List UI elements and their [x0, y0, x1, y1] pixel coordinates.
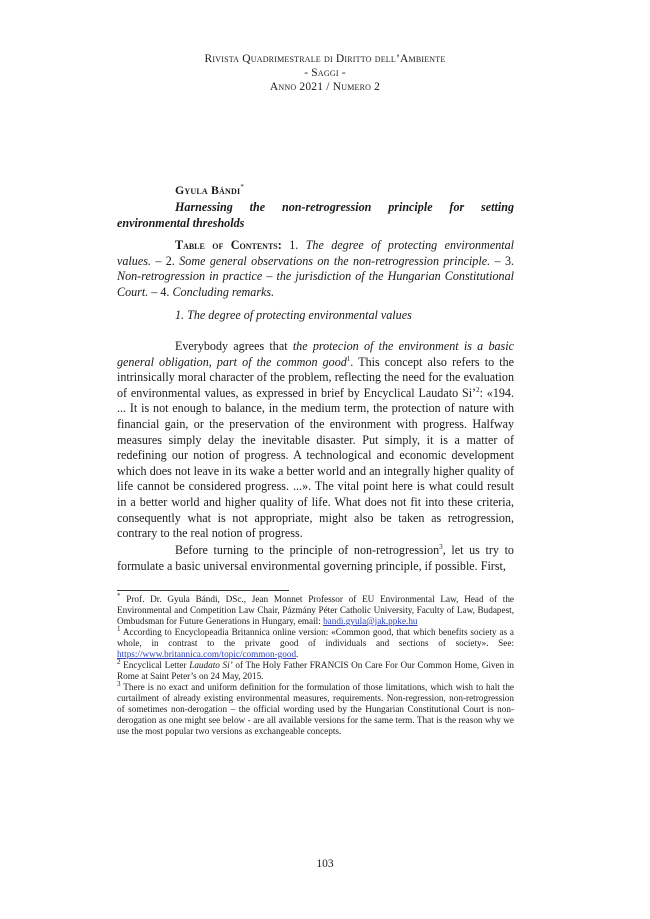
footnote-text: of The Holy Father FRANCIS On Care For Our Common Home, Given in Rome at Saint Peter’s on 24 May, 2015.	[117, 660, 515, 681]
article-title: Harnessing the non-retrogression principle for setting environmental thresholds	[117, 200, 514, 230]
footnotes	[117, 591, 515, 737]
footnote-mark: 3	[117, 679, 121, 688]
footnote-1	[117, 624, 514, 660]
footnote-ref-3[interactable]: 3	[439, 542, 443, 551]
author-name	[175, 183, 244, 198]
paragraph-text: , let us try to formulate a basic universal environmental governing principle, if possible. First,	[117, 543, 514, 573]
toc-item-text: The degree of protecting environmental values.	[117, 238, 515, 268]
footnote-mark: 1	[117, 624, 121, 633]
toc-item-num: – 4.	[151, 284, 170, 299]
footnote-3	[117, 679, 514, 737]
footnote-2	[117, 657, 515, 682]
footnote-separator	[117, 590, 289, 591]
footnote-text: Prof. Dr. Gyula Bándi, DSc., Jean Monnet Professor of EU Environmental Law, Head of the Environmental and Competition Law Chair, Pázmány Péter Catholic University, Faculty of Law, Budapest, Ombudsman for Future Generations in Hungary, email:	[117, 594, 514, 626]
author-email-link[interactable]: bandi.gyula@jak.ppke.hu	[323, 616, 418, 626]
toc-item-text: Non-retrogression in practice – the jurisdiction of the Hungarian Constitutional Court.	[117, 269, 514, 299]
toc-label: Table of Contents:	[175, 238, 282, 252]
footnote-text: There is no exact and uniform definition for the formulation of those limitations, which wish to halt the curtailment of already existing environmental measures, requirements. Non-regression, non-retrogression of sometimes non-derogation – the official wording used by the Hungarian Constitutional Court is non-derogation as one might see below - are all available versions for the same term. That is the reason why we use the most popular two versions as exchangeable concepts.	[117, 682, 514, 736]
paragraph-2	[117, 543, 514, 574]
toc-item-num: – 3.	[494, 253, 515, 268]
toc-item-num: – 2.	[155, 253, 175, 268]
britannica-link[interactable]: https://www.britannica.com/topic/common-good	[117, 649, 297, 659]
footnote-italic-title: Laudato Si’	[189, 660, 233, 670]
footnote-mark: *	[117, 591, 121, 600]
footnote-text: According to Encyclopeadia Britannica online version: «Common good, that which benefits society as a whole, in contrast to the private good of individuals and sections of society». See:	[117, 627, 514, 648]
paragraph-1	[117, 339, 514, 542]
page-number: 103	[316, 858, 334, 870]
author-footnote-mark: *	[240, 183, 244, 192]
footnote-star	[117, 591, 514, 627]
paragraph-text: . This concept also refers to the intrinsically moral character of the problem, reflecting the need for the evaluation of environmental values, as expressed in brief by Encyclical Laudato Si’	[117, 354, 514, 400]
paragraph-text: : «194. ... It is not enough to balance, in the medium term, the protection of nature with financial gain, or the preservation of the environment with progress. Halfway measures simply delay the inevitable disaster. Put simply, it is a matter of redefining our notion of progress. A technological and economic development which does not leave in its wake a better world and an integrally higher quality of life cannot be considered progress. ...». The vital point here is what could result in a better world and higher quality of life. What does not fit into these criteria, consequently what is not appropriate, might also be taken as retrogression, contrary to the real notion of progress.	[117, 385, 514, 541]
toc-item-text: Some general observations on the non-retrogression principle.	[179, 253, 491, 268]
section-heading: 1. The degree of protecting environmental values	[175, 308, 412, 322]
table-of-contents	[117, 238, 514, 300]
footnote-ref-2[interactable]: 2	[476, 385, 480, 394]
journal-issue: Anno 2021 / Numero 2	[269, 81, 381, 93]
footnote-ref-1[interactable]: 1	[346, 354, 351, 363]
paragraph-emphasis: the protecion of the environment is a basic general obligation, part of the common good	[117, 339, 514, 369]
toc-item-text: Concluding remarks.	[172, 284, 275, 299]
journal-section: - Saggi -	[304, 67, 346, 79]
toc-item-num: 1.	[289, 238, 299, 252]
paragraph-lead: Everybody agrees that	[175, 339, 288, 353]
journal-header	[0, 52, 650, 94]
journal-title: Rivista Quadrimestrale di Diritto dell’Ambiente	[204, 53, 446, 65]
footnote-text: Encyclical Letter	[123, 660, 187, 670]
footnote-text: .	[296, 649, 299, 659]
paragraph-text: Before turning to the principle of non-retrogression	[175, 543, 440, 557]
footnote-mark: 2	[117, 657, 121, 666]
author-text: Gyula Bándi	[175, 183, 241, 197]
